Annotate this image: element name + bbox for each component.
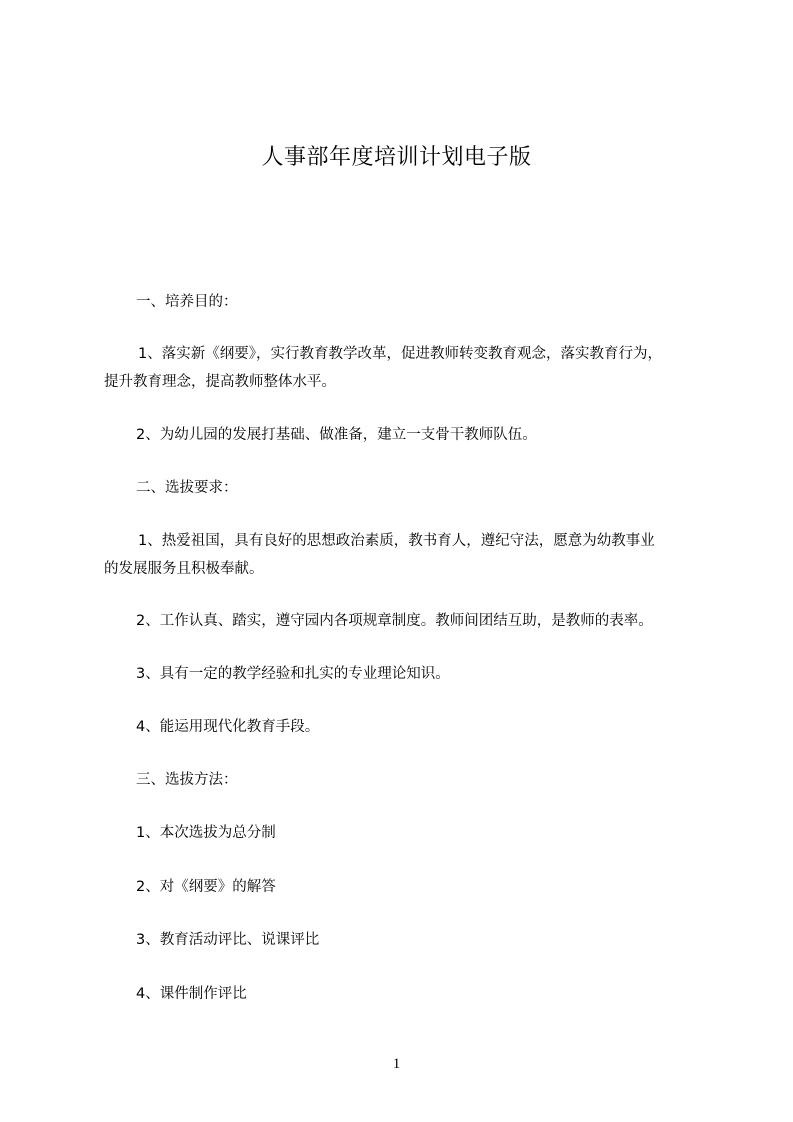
section-heading-selection-method: 三、选拔方法： xyxy=(136,772,238,788)
paragraph-line: 2、工作认真、踏实，遵守园内各项规章制度。教师间团结互助，是教师的表率。 xyxy=(136,613,653,629)
section-heading-selection-requirements: 二、选拔要求： xyxy=(136,480,238,496)
paragraph-line: 3、具有一定的教学经验和扎实的专业理论知识。 xyxy=(136,666,450,682)
paragraph-line: 1、本次选拔为总分制 xyxy=(136,825,276,841)
paragraph-line: 2、为幼儿园的发展打基础、做准备，建立一支骨干教师队伍。 xyxy=(136,427,537,443)
paragraph-line: 1、落实新《纲要》，实行教育教学改革，促进教师转变教育观念，落实教育行为， xyxy=(138,346,662,362)
paragraph-line: 4、能运用现代化教育手段。 xyxy=(136,719,320,735)
paragraph-line: 4、课件制作评比 xyxy=(136,986,247,1002)
paragraph-line: 3、教育活动评比、说课评比 xyxy=(136,932,320,948)
paragraph-line: 1、热爱祖国，具有良好的思想政治素质，教书育人，遵纪守法，愿意为幼教事业 xyxy=(138,533,655,549)
document-title: 人事部年度培训计划电子版 xyxy=(261,145,532,170)
paragraph-line: 2、对《纲要》的解答 xyxy=(136,879,276,895)
section-heading-training-purpose: 一、培养目的： xyxy=(136,294,238,310)
paragraph-line: 的发展服务且积极奉献。 xyxy=(104,561,264,577)
page-number: 1 xyxy=(392,1056,401,1072)
paragraph-line: 提升教育理念，提高教师整体水平。 xyxy=(104,374,336,390)
